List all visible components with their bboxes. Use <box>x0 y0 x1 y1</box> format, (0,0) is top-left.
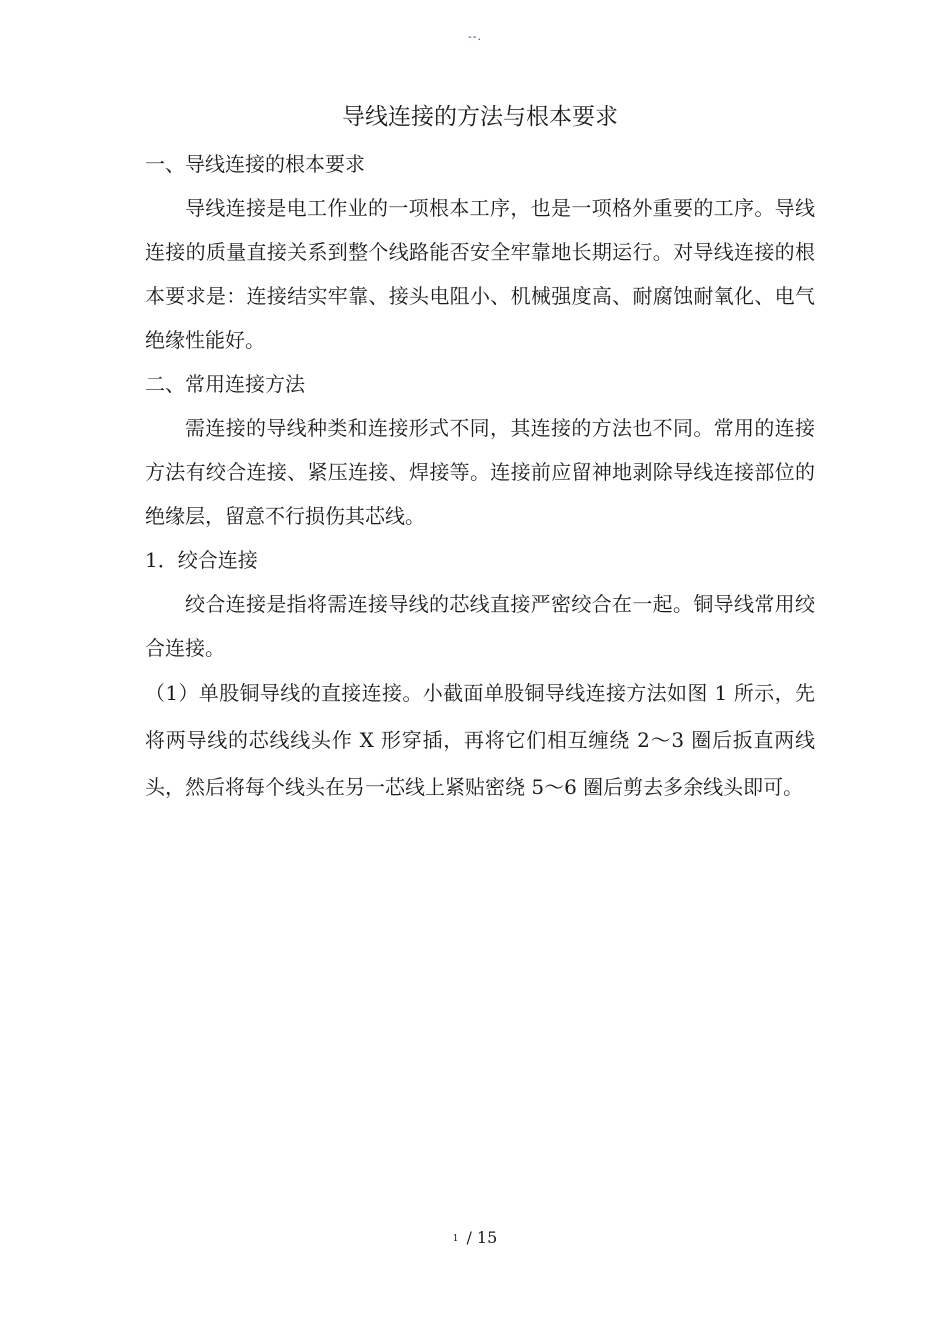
document-title: 导线连接的方法与根本要求 <box>342 104 618 130</box>
document-body <box>145 96 815 811</box>
paragraph-twist: 绞合连接是指将需连接导线的芯线直接严密绞合在一起。铜导线常用绞合连接。 <box>145 592 815 660</box>
paragraph-requirements: 导线连接是电工作业的一项根本工序，也是一项格外重要的工序。导线连接的质量直接关系到整个线路能否安全牢靠地长期运行。对导线连接的根本要求是：连接结实牢靠、接头电阻小、机械强度高、耐腐蚀耐氧化、电气绝缘性能好。 <box>145 196 815 352</box>
header-mark: --. <box>468 30 482 43</box>
section-heading-requirements: 一、导线连接的根本要求 <box>145 152 365 176</box>
page-number <box>0 1228 950 1247</box>
subsection-heading-twist: 1．绞合连接 <box>145 548 258 572</box>
page-number-current: 1 <box>452 1233 459 1244</box>
page-number-total: / 15 <box>466 1228 498 1247</box>
section-heading-methods: 二、常用连接方法 <box>145 372 305 396</box>
paragraph-single-strand: （1）单股铜导线的直接连接。小截面单股铜导线连接方法如图 1 所示，先将两导线的芯线线头作 X 形穿插，再将它们相互缠绕 2～3 圈后扳直两线头，然后将每个线头在另一芯线上紧贴密绕 5～6 圈后剪去多余线头即可。 <box>145 681 815 799</box>
paragraph-methods: 需连接的导线种类和连接形式不同，其连接的方法也不同。常用的连接方法有绞合连接、紧压连接、焊接等。连接前应留神地剥除导线连接部位的绝缘层，留意不行损伤其芯线。 <box>145 416 815 528</box>
